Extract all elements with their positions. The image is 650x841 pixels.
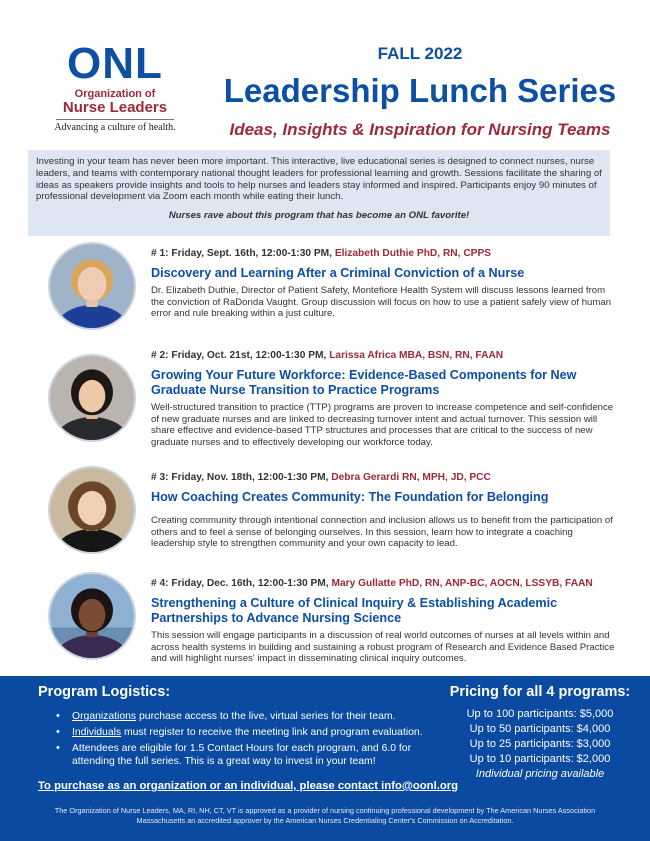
accreditation-statement: The Organization of Nurse Leaders, MA, RI, NH, CT, VT is approved as a provider of nursing continuing professional development by The American Nurses Association Massachusetts an accredited approver by the American Nurses Credentialing Center's Commission on Accreditation. — [54, 806, 596, 825]
speaker-portrait-1-icon — [50, 244, 134, 328]
intro-rave: Nurses rave about this program that has become an ONL favorite! — [168, 210, 470, 222]
session-1-title: Discovery and Learning After a Criminal Conviction of a Nurse — [151, 266, 525, 280]
session-4-when — [151, 578, 616, 589]
logo-org-line1: Organization of — [74, 88, 156, 100]
logistics-item-text: Attendees are eligible for 1.5 Contact Hours for each program, and 6.0 for attending the full series. This is a great way to invest in your team! — [72, 743, 412, 767]
session-3-speaker: Debra Gerardi RN, MPH, JD, PCC — [331, 472, 491, 483]
pricing-panel — [440, 684, 640, 782]
price-tier: Up to 10 participants: $2,000 — [469, 753, 611, 765]
session-3-date: # 3: Friday, Nov. 18th, 12:00-1:30 PM, — [151, 472, 329, 483]
session-2-title: Growing Your Future Workforce: Evidence-Based Components for New Graduate Nurse Transition to Practice Programs — [151, 368, 577, 397]
organizations-link[interactable]: Organizations — [72, 711, 137, 722]
pricing-heading: Pricing for all 4 programs: — [449, 684, 631, 700]
logistics-item-individuals — [38, 726, 438, 739]
session-3-body — [151, 472, 616, 550]
speaker-photo-1 — [48, 242, 136, 330]
logistics-item-text: must register to receive the meeting link and program evaluation. — [121, 727, 423, 738]
page-title: Leadership Lunch Series — [223, 72, 617, 109]
price-tier: Up to 100 participants: $5,000 — [466, 708, 614, 720]
footer-panel — [0, 676, 650, 841]
onl-logo — [50, 39, 180, 133]
page-subtitle: Ideas, Insights & Inspiration for Nursing Teams — [229, 120, 611, 139]
speaker-photo-3 — [48, 466, 136, 554]
session-4-description: This session will engage participants in a discussion of real world outcomes of nurses at all levels within and across health systems in building and sustaining a robust program of Research and Evidence Based Practice and will highlight nurses' impact in disseminating clinical inquiry outcomes. — [151, 630, 615, 665]
session-2-body — [151, 350, 616, 449]
session-1-when — [151, 248, 616, 259]
session-4-body — [151, 578, 616, 665]
price-tier: Up to 50 participants: $4,000 — [469, 723, 611, 735]
logistics-item-contact-hours — [38, 742, 438, 768]
session-4-speaker: Mary Gullatte PhD, RN, ANP-BC, AOCN, LSSYB, FAAN — [331, 578, 593, 589]
session-3-title: How Coaching Creates Community: The Foundation for Belonging — [151, 490, 549, 504]
logistics-list — [38, 710, 438, 771]
session-4-title: Strengthening a Culture of Clinical Inquiry & Establishing Academic Partnerships to Advance Nursing Science — [151, 596, 558, 625]
logistics-item-text: purchase access to the live, virtual series for their team. — [136, 711, 396, 722]
session-2-when — [151, 350, 616, 361]
speaker-portrait-2-icon — [50, 356, 134, 440]
speaker-photo-4 — [48, 572, 136, 660]
logistics-heading: Program Logistics: — [38, 684, 171, 700]
session-2-description: Well-structured transition to practice (TTP) programs are proven to increase competence and self-confidence of new graduate nurses and are linked to decreasing turnover intent and actual turnover. This session will share effective and evidence-based TTP structures and processes that are critical to the success of new graduate nurses and to effectively developing our workforce today. — [151, 402, 614, 449]
intro-box — [28, 150, 610, 236]
purchase-contact-link[interactable]: To purchase as an organization or an individual, please contact info@oonl.org — [38, 780, 459, 792]
individual-pricing-note: Individual pricing available — [475, 768, 605, 780]
session-1-body — [151, 248, 616, 320]
logo-divider — [56, 119, 174, 120]
session-3-description: Creating community through intentional connection and inclusion allows us to benefit from the participation of others and to feel a sense of belonging ourselves. In this session, learn how to integrate a coaching leadership style to strengthen community and your own capacity to lead. — [151, 515, 613, 550]
logo-org-line2: Nurse Leaders — [62, 99, 168, 116]
individuals-link[interactable]: Individuals — [72, 727, 122, 738]
session-1-description: Dr. Elizabeth Duthie, Director of Patient Safety, Montefiore Health System will discuss lessons learned from the conviction of RaDonda Vaught. Group discussion will focus on how to use a patient safely view of human error and rule breaking within a just culture. — [151, 285, 612, 320]
session-3-when — [151, 472, 616, 483]
logo-tagline: Advancing a culture of health. — [54, 122, 176, 133]
price-tier: Up to 25 participants: $3,000 — [469, 738, 611, 750]
intro-text: Investing in your team has never been more important. This interactive, live educational series is designed to connect nurses, nurse leaders, and teams with contemporary national thought leaders for professional learning and growth. Sessions facilitate the sharing of ideas as speakers provide insights and tools to help nurses and leaders stay informed and inspired. Participants enjoy 90 minutes of professional development via Zoom each month while eating their lunch. — [36, 156, 602, 203]
speaker-photo-2 — [48, 354, 136, 442]
logistics-item-organizations — [38, 710, 438, 723]
session-4-date: # 4: Friday, Dec. 16th, 12:00-1:30 PM, — [151, 578, 329, 589]
logo-abbr: ONL — [67, 39, 163, 88]
session-1-date: # 1: Friday, Sept. 16th, 12:00-1:30 PM, — [151, 248, 332, 259]
session-2-date: # 2: Friday, Oct. 21st, 12:00-1:30 PM, — [151, 350, 327, 361]
session-2-speaker: Larissa Africa MBA, BSN, RN, FAAN — [329, 350, 504, 361]
speaker-portrait-4-icon — [50, 574, 134, 658]
speaker-portrait-3-icon — [50, 468, 134, 552]
session-1-speaker: Elizabeth Duthie PhD, RN, CPPS — [334, 248, 492, 259]
season-label: FALL 2022 — [377, 44, 463, 63]
